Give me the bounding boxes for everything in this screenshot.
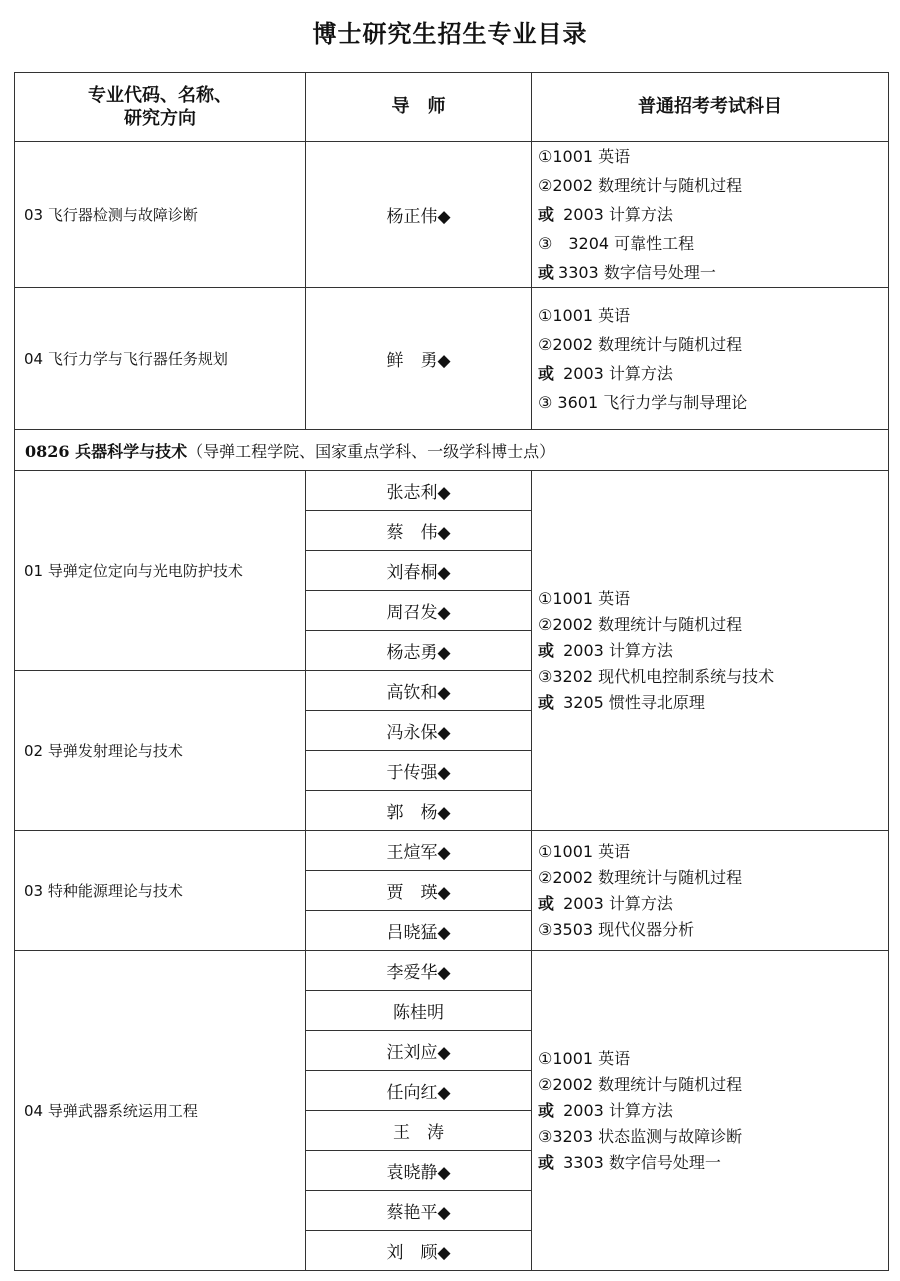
- or-label: 或: [538, 205, 555, 224]
- exam-subjects: [532, 471, 889, 831]
- or-label: 或: [538, 640, 555, 660]
- subject-text: ③3203 状态监测与故障诊断: [538, 1126, 743, 1146]
- subject-text: 2003 计算方法: [558, 363, 673, 383]
- subject-line: [538, 664, 888, 690]
- subject-line: [538, 388, 888, 417]
- section-row: [15, 430, 889, 471]
- exam-subjects: [532, 288, 889, 430]
- subject-line: [538, 1124, 888, 1150]
- tutor-name: 吕晓猛◆: [306, 911, 532, 951]
- subject-line: [538, 891, 888, 917]
- tutor-name: 贾 瑛◆: [306, 871, 532, 911]
- subject-line: [538, 229, 888, 258]
- subject-line: [538, 1072, 888, 1098]
- tutor-name: 王 涛: [306, 1111, 532, 1151]
- or-label: 或: [538, 1100, 555, 1120]
- subject-text: 2003 计算方法: [558, 1100, 673, 1120]
- table-row: [15, 831, 889, 871]
- subject-text: ②2002 数理统计与随机过程: [538, 334, 743, 354]
- or-label: 或: [538, 1152, 555, 1172]
- subject-text: 3303 数字信号处理一: [558, 1152, 721, 1172]
- subject-line: [538, 586, 888, 612]
- major-name: 04 飞行力学与飞行器任务规划: [15, 288, 306, 430]
- subject-line: [538, 638, 888, 664]
- major-name: 04 导弹武器系统运用工程: [15, 951, 306, 1271]
- tutor-name: 陈桂明: [306, 991, 532, 1031]
- major-name: 03 飞行器检测与故障诊断: [15, 142, 306, 288]
- subject-line: [538, 839, 888, 865]
- subject-line: [538, 200, 888, 229]
- subject-text: ③3503 现代仪器分析: [538, 919, 695, 939]
- header-row: [15, 73, 889, 142]
- or-label: 或: [538, 363, 555, 383]
- tutor-name: 高钦和◆: [306, 671, 532, 711]
- header-major-line1: 专业代码、名称、: [88, 84, 232, 106]
- tutor-name: 周召发◆: [306, 591, 532, 631]
- subject-line: [538, 258, 888, 287]
- subject-text: ①1001 英语: [538, 1048, 631, 1068]
- subject-text: ②2002 数理统计与随机过程: [538, 867, 743, 887]
- or-label: 或: [538, 893, 555, 913]
- subject-text: 2003 计算方法: [558, 205, 673, 224]
- or-label: 或: [538, 692, 555, 712]
- tutor-name: 王煊军◆: [306, 831, 532, 871]
- header-major-line2: 研究方向: [124, 108, 196, 129]
- subject-line: [538, 330, 888, 359]
- tutor-name: 冯永保◆: [306, 711, 532, 751]
- catalog-table: [14, 72, 889, 1271]
- subject-line: [538, 612, 888, 638]
- subject-line: [538, 171, 888, 200]
- section-code: 0826 兵器科学与技术: [25, 441, 188, 461]
- subject-line: [538, 690, 888, 716]
- section-heading: [15, 430, 889, 471]
- tutor-name: 刘 顾◆: [306, 1231, 532, 1271]
- major-name: 02 导弹发射理论与技术: [15, 671, 306, 831]
- subject-line: [538, 1046, 888, 1072]
- subject-text: 3303 数字信号处理一: [558, 263, 716, 282]
- subject-text: 2003 计算方法: [558, 893, 673, 913]
- header-tutor: 导 师: [306, 73, 532, 142]
- tutor-name: 刘春桐◆: [306, 551, 532, 591]
- header-subjects: 普通招考考试科目: [532, 73, 889, 142]
- table-row: [15, 142, 889, 288]
- tutor-name: 杨志勇◆: [306, 631, 532, 671]
- table-row: [15, 471, 889, 511]
- exam-subjects: [532, 951, 889, 1271]
- subject-line: [538, 301, 888, 330]
- exam-subjects: [532, 142, 889, 288]
- table-row: [15, 288, 889, 430]
- major-name: 01 导弹定位定向与光电防护技术: [15, 471, 306, 671]
- subject-line: [538, 1150, 888, 1176]
- section-note: （导弹工程学院、国家重点学科、一级学科博士点）: [187, 441, 556, 461]
- tutor-name: 郭 杨◆: [306, 791, 532, 831]
- page-title: 博士研究生招生专业目录: [312, 19, 588, 48]
- subject-line: [538, 917, 888, 943]
- header-major: [15, 73, 306, 142]
- major-name: 03 特种能源理论与技术: [15, 831, 306, 951]
- subject-line: [538, 142, 888, 171]
- subject-text: ③ 3601 飞行力学与制导理论: [538, 392, 748, 412]
- tutor-name: 于传强◆: [306, 751, 532, 791]
- subject-text: ③3202 现代机电控制系统与技术: [538, 666, 775, 686]
- tutor-name: 汪刘应◆: [306, 1031, 532, 1071]
- tutor-name: 蔡 伟◆: [306, 511, 532, 551]
- subject-line: [538, 865, 888, 891]
- exam-subjects: [532, 831, 889, 951]
- table-row: [15, 951, 889, 991]
- subject-text: ①1001 英语: [538, 147, 631, 166]
- tutor-name: 杨正伟◆: [306, 142, 532, 288]
- subject-text: ①1001 英语: [538, 588, 631, 608]
- subject-text: ①1001 英语: [538, 305, 631, 325]
- or-label: 或: [538, 263, 555, 282]
- subject-text: 2003 计算方法: [558, 640, 673, 660]
- tutor-name: 任向红◆: [306, 1071, 532, 1111]
- subject-text: ②2002 数理统计与随机过程: [538, 176, 743, 195]
- subject-text: ②2002 数理统计与随机过程: [538, 614, 743, 634]
- tutor-name: 蔡艳平◆: [306, 1191, 532, 1231]
- subject-line: [538, 1098, 888, 1124]
- tutor-name: 袁晓静◆: [306, 1151, 532, 1191]
- tutor-name: 鲜 勇◆: [306, 288, 532, 430]
- tutor-name: 李爱华◆: [306, 951, 532, 991]
- subject-text: 3205 惯性寻北原理: [558, 692, 705, 712]
- subject-text: ③ 3204 可靠性工程: [538, 234, 695, 253]
- subject-text: ②2002 数理统计与随机过程: [538, 1074, 743, 1094]
- subject-line: [538, 359, 888, 388]
- subject-text: ①1001 英语: [538, 841, 631, 861]
- tutor-name: 张志利◆: [306, 471, 532, 511]
